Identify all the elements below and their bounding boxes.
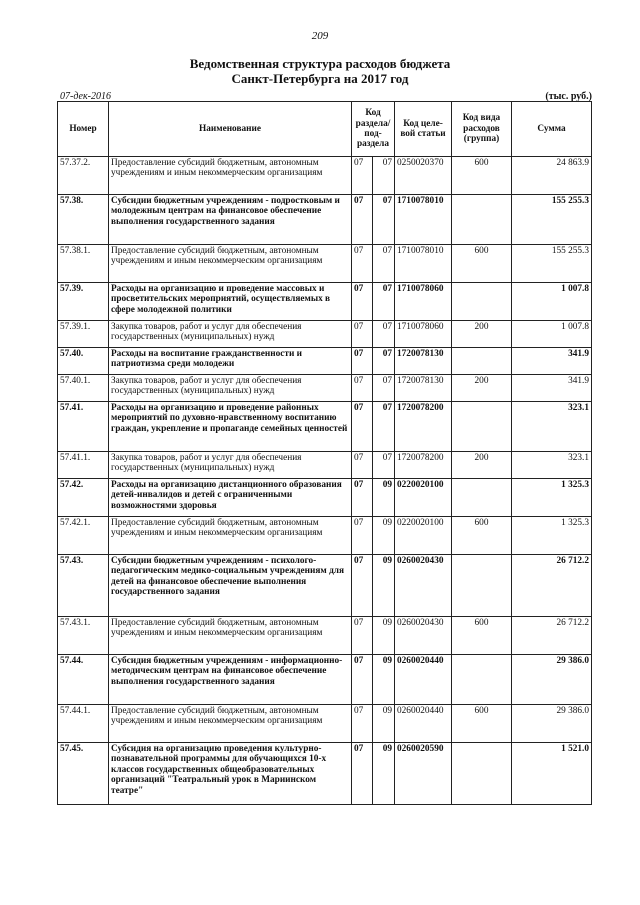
row-section: 07 — [352, 245, 373, 283]
row-expense-type: 600 — [452, 157, 512, 195]
page-number: 209 — [311, 30, 329, 42]
row-name: Закупка товаров, работ и услуг для обеспечения государственных (муниципальных) нужд — [109, 321, 352, 348]
row-amount: 1 325.3 — [512, 517, 592, 555]
row-expense-type — [452, 655, 512, 705]
row-amount: 155 255.3 — [512, 195, 592, 245]
header-target: Код целе- вой статьи — [395, 102, 452, 157]
row-target-code: 0260020590 — [395, 743, 452, 805]
row-number: 57.39. — [58, 283, 109, 321]
table-row — [58, 157, 592, 195]
table-row — [58, 705, 592, 743]
row-number: 57.40.1. — [58, 375, 109, 402]
table-row — [58, 375, 592, 402]
row-target-code: 1710078010 — [395, 195, 452, 245]
row-target-code: 1710078060 — [395, 283, 452, 321]
row-name: Субсидия бюджетным учреждениям - информационно-методическим центрам на финансовое обеспечение выполнения государственного задания — [109, 655, 352, 705]
row-subsection: 07 — [373, 195, 395, 245]
row-name: Расходы на воспитание гражданственности и патриотизма среди молодежи — [109, 348, 352, 375]
header-name: Наименование — [109, 102, 352, 157]
row-name: Предоставление субсидий бюджетным, автономным учреждениям и иным некоммерческим организациям — [109, 157, 352, 195]
table-row — [58, 452, 592, 479]
row-name: Предоставление субсидий бюджетным, автономным учреждениям и иным некоммерческим организациям — [109, 517, 352, 555]
row-expense-type: 200 — [452, 321, 512, 348]
row-expense-type — [452, 348, 512, 375]
row-expense-type: 600 — [452, 517, 512, 555]
row-section: 07 — [352, 402, 373, 452]
row-name: Субсидии бюджетным учреждениям - подростковым и молодежным центрам на финансовое обеспечение выполнения государственного задания — [109, 195, 352, 245]
table-row — [58, 555, 592, 617]
row-section: 07 — [352, 555, 373, 617]
row-target-code: 0220020100 — [395, 517, 452, 555]
row-target-code: 0260020440 — [395, 705, 452, 743]
row-amount: 1 007.8 — [512, 283, 592, 321]
row-subsection: 09 — [373, 479, 395, 517]
row-amount: 1 521.0 — [512, 743, 592, 805]
row-name: Расходы на организацию и проведение районных мероприятий по духовно-нравственному воспитанию граждан, укрепление и пропаганде семейных ценностей — [109, 402, 352, 452]
table-row — [58, 283, 592, 321]
row-expense-type: 600 — [452, 245, 512, 283]
row-expense-type: 600 — [452, 705, 512, 743]
row-target-code: 1720078200 — [395, 402, 452, 452]
units-label: (тыс. руб.) — [545, 91, 592, 102]
document-title: Ведомственная структура расходов бюджета — [189, 56, 451, 71]
row-name: Субсидии бюджетным учреждениям - психолого-педагогическим медико-социальным учреждениям для детей на финансовое обеспечение выполнения государственного задания — [109, 555, 352, 617]
row-expense-type — [452, 743, 512, 805]
row-subsection: 09 — [373, 617, 395, 655]
row-subsection: 07 — [373, 375, 395, 402]
row-number: 57.38. — [58, 195, 109, 245]
row-subsection: 09 — [373, 743, 395, 805]
row-amount: 24 863.9 — [512, 157, 592, 195]
row-subsection: 07 — [373, 245, 395, 283]
row-target-code: 1720078130 — [395, 348, 452, 375]
header-section: Код раздела/ под- раздела — [352, 102, 395, 157]
row-number: 57.42. — [58, 479, 109, 517]
header-amount: Сумма — [512, 102, 592, 157]
row-amount: 29 386.0 — [512, 705, 592, 743]
header-expense-type: Код вида расходов (группа) — [452, 102, 512, 157]
table-row — [58, 517, 592, 555]
row-subsection: 07 — [373, 452, 395, 479]
row-name: Расходы на организацию и проведение массовых и просветительских мероприятий, осуществляемых в сфере молодежной политики — [109, 283, 352, 321]
row-amount: 323.1 — [512, 452, 592, 479]
table-row — [58, 321, 592, 348]
row-expense-type — [452, 195, 512, 245]
row-name: Субсидия на организацию проведения культурно-познавательной программы для обучающихся 10-х классов государственных общеобразовательных организаций "Театральный урок в Мариинском театре" — [109, 743, 352, 805]
row-name: Расходы на организацию дистанционного образования детей-инвалидов и детей с ограниченными возможностями здоровья — [109, 479, 352, 517]
row-target-code: 0260020430 — [395, 617, 452, 655]
row-name: Предоставление субсидий бюджетным, автономным учреждениям и иным некоммерческим организациям — [109, 245, 352, 283]
row-section: 07 — [352, 655, 373, 705]
row-target-code: 1710078060 — [395, 321, 452, 348]
row-expense-type — [452, 479, 512, 517]
row-subsection: 07 — [373, 157, 395, 195]
row-subsection: 09 — [373, 517, 395, 555]
row-name: Закупка товаров, работ и услуг для обеспечения государственных (муниципальных) нужд — [109, 452, 352, 479]
row-amount: 341.9 — [512, 348, 592, 375]
row-subsection: 07 — [373, 348, 395, 375]
row-subsection: 07 — [373, 402, 395, 452]
row-section: 07 — [352, 283, 373, 321]
row-target-code: 0260020440 — [395, 655, 452, 705]
document-date: 07-дек-2016 — [60, 91, 111, 102]
row-target-code: 0220020100 — [395, 479, 452, 517]
table-row — [58, 617, 592, 655]
row-name: Предоставление субсидий бюджетным, автономным учреждениям и иным некоммерческим организациям — [109, 617, 352, 655]
table-row — [58, 348, 592, 375]
row-section: 07 — [352, 617, 373, 655]
row-target-code: 0260020430 — [395, 555, 452, 617]
row-number: 57.37.2. — [58, 157, 109, 195]
row-subsection: 09 — [373, 705, 395, 743]
row-amount: 155 255.3 — [512, 245, 592, 283]
table-row — [58, 195, 592, 245]
row-section: 07 — [352, 479, 373, 517]
table-row — [58, 479, 592, 517]
table-row — [58, 245, 592, 283]
row-target-code: 1720078200 — [395, 452, 452, 479]
row-expense-type: 600 — [452, 617, 512, 655]
table-row — [58, 402, 592, 452]
row-section: 07 — [352, 743, 373, 805]
row-section: 07 — [352, 452, 373, 479]
table-row — [58, 655, 592, 705]
document-subtitle: Санкт-Петербурга на 2017 год — [231, 71, 409, 86]
row-number: 57.41.1. — [58, 452, 109, 479]
row-amount: 1 007.8 — [512, 321, 592, 348]
row-number: 57.43.1. — [58, 617, 109, 655]
row-target-code: 1710078010 — [395, 245, 452, 283]
row-number: 57.38.1. — [58, 245, 109, 283]
table-header-row — [58, 102, 592, 157]
row-section: 07 — [352, 348, 373, 375]
row-subsection: 09 — [373, 555, 395, 617]
row-expense-type — [452, 555, 512, 617]
row-number: 57.44. — [58, 655, 109, 705]
row-amount: 29 386.0 — [512, 655, 592, 705]
row-expense-type — [452, 402, 512, 452]
row-number: 57.45. — [58, 743, 109, 805]
row-number: 57.44.1. — [58, 705, 109, 743]
row-amount: 26 712.2 — [512, 617, 592, 655]
row-number: 57.39.1. — [58, 321, 109, 348]
row-section: 07 — [352, 195, 373, 245]
row-section: 07 — [352, 321, 373, 348]
row-amount: 323.1 — [512, 402, 592, 452]
row-number: 57.41. — [58, 402, 109, 452]
row-number: 57.40. — [58, 348, 109, 375]
row-number: 57.43. — [58, 555, 109, 617]
row-name: Предоставление субсидий бюджетным, автономным учреждениям и иным некоммерческим организациям — [109, 705, 352, 743]
row-subsection: 09 — [373, 655, 395, 705]
row-section: 07 — [352, 375, 373, 402]
row-amount: 1 325.3 — [512, 479, 592, 517]
row-subsection: 07 — [373, 321, 395, 348]
row-number: 57.42.1. — [58, 517, 109, 555]
row-amount: 341.9 — [512, 375, 592, 402]
row-name: Закупка товаров, работ и услуг для обеспечения государственных (муниципальных) нужд — [109, 375, 352, 402]
row-target-code: 1720078130 — [395, 375, 452, 402]
row-section: 07 — [352, 705, 373, 743]
row-amount: 26 712.2 — [512, 555, 592, 617]
row-section: 07 — [352, 157, 373, 195]
budget-table — [57, 101, 592, 805]
row-expense-type — [452, 283, 512, 321]
row-subsection: 07 — [373, 283, 395, 321]
header-number: Номер — [58, 102, 109, 157]
row-expense-type: 200 — [452, 452, 512, 479]
table-row — [58, 743, 592, 805]
row-section: 07 — [352, 517, 373, 555]
row-expense-type: 200 — [452, 375, 512, 402]
row-target-code: 0250020370 — [395, 157, 452, 195]
